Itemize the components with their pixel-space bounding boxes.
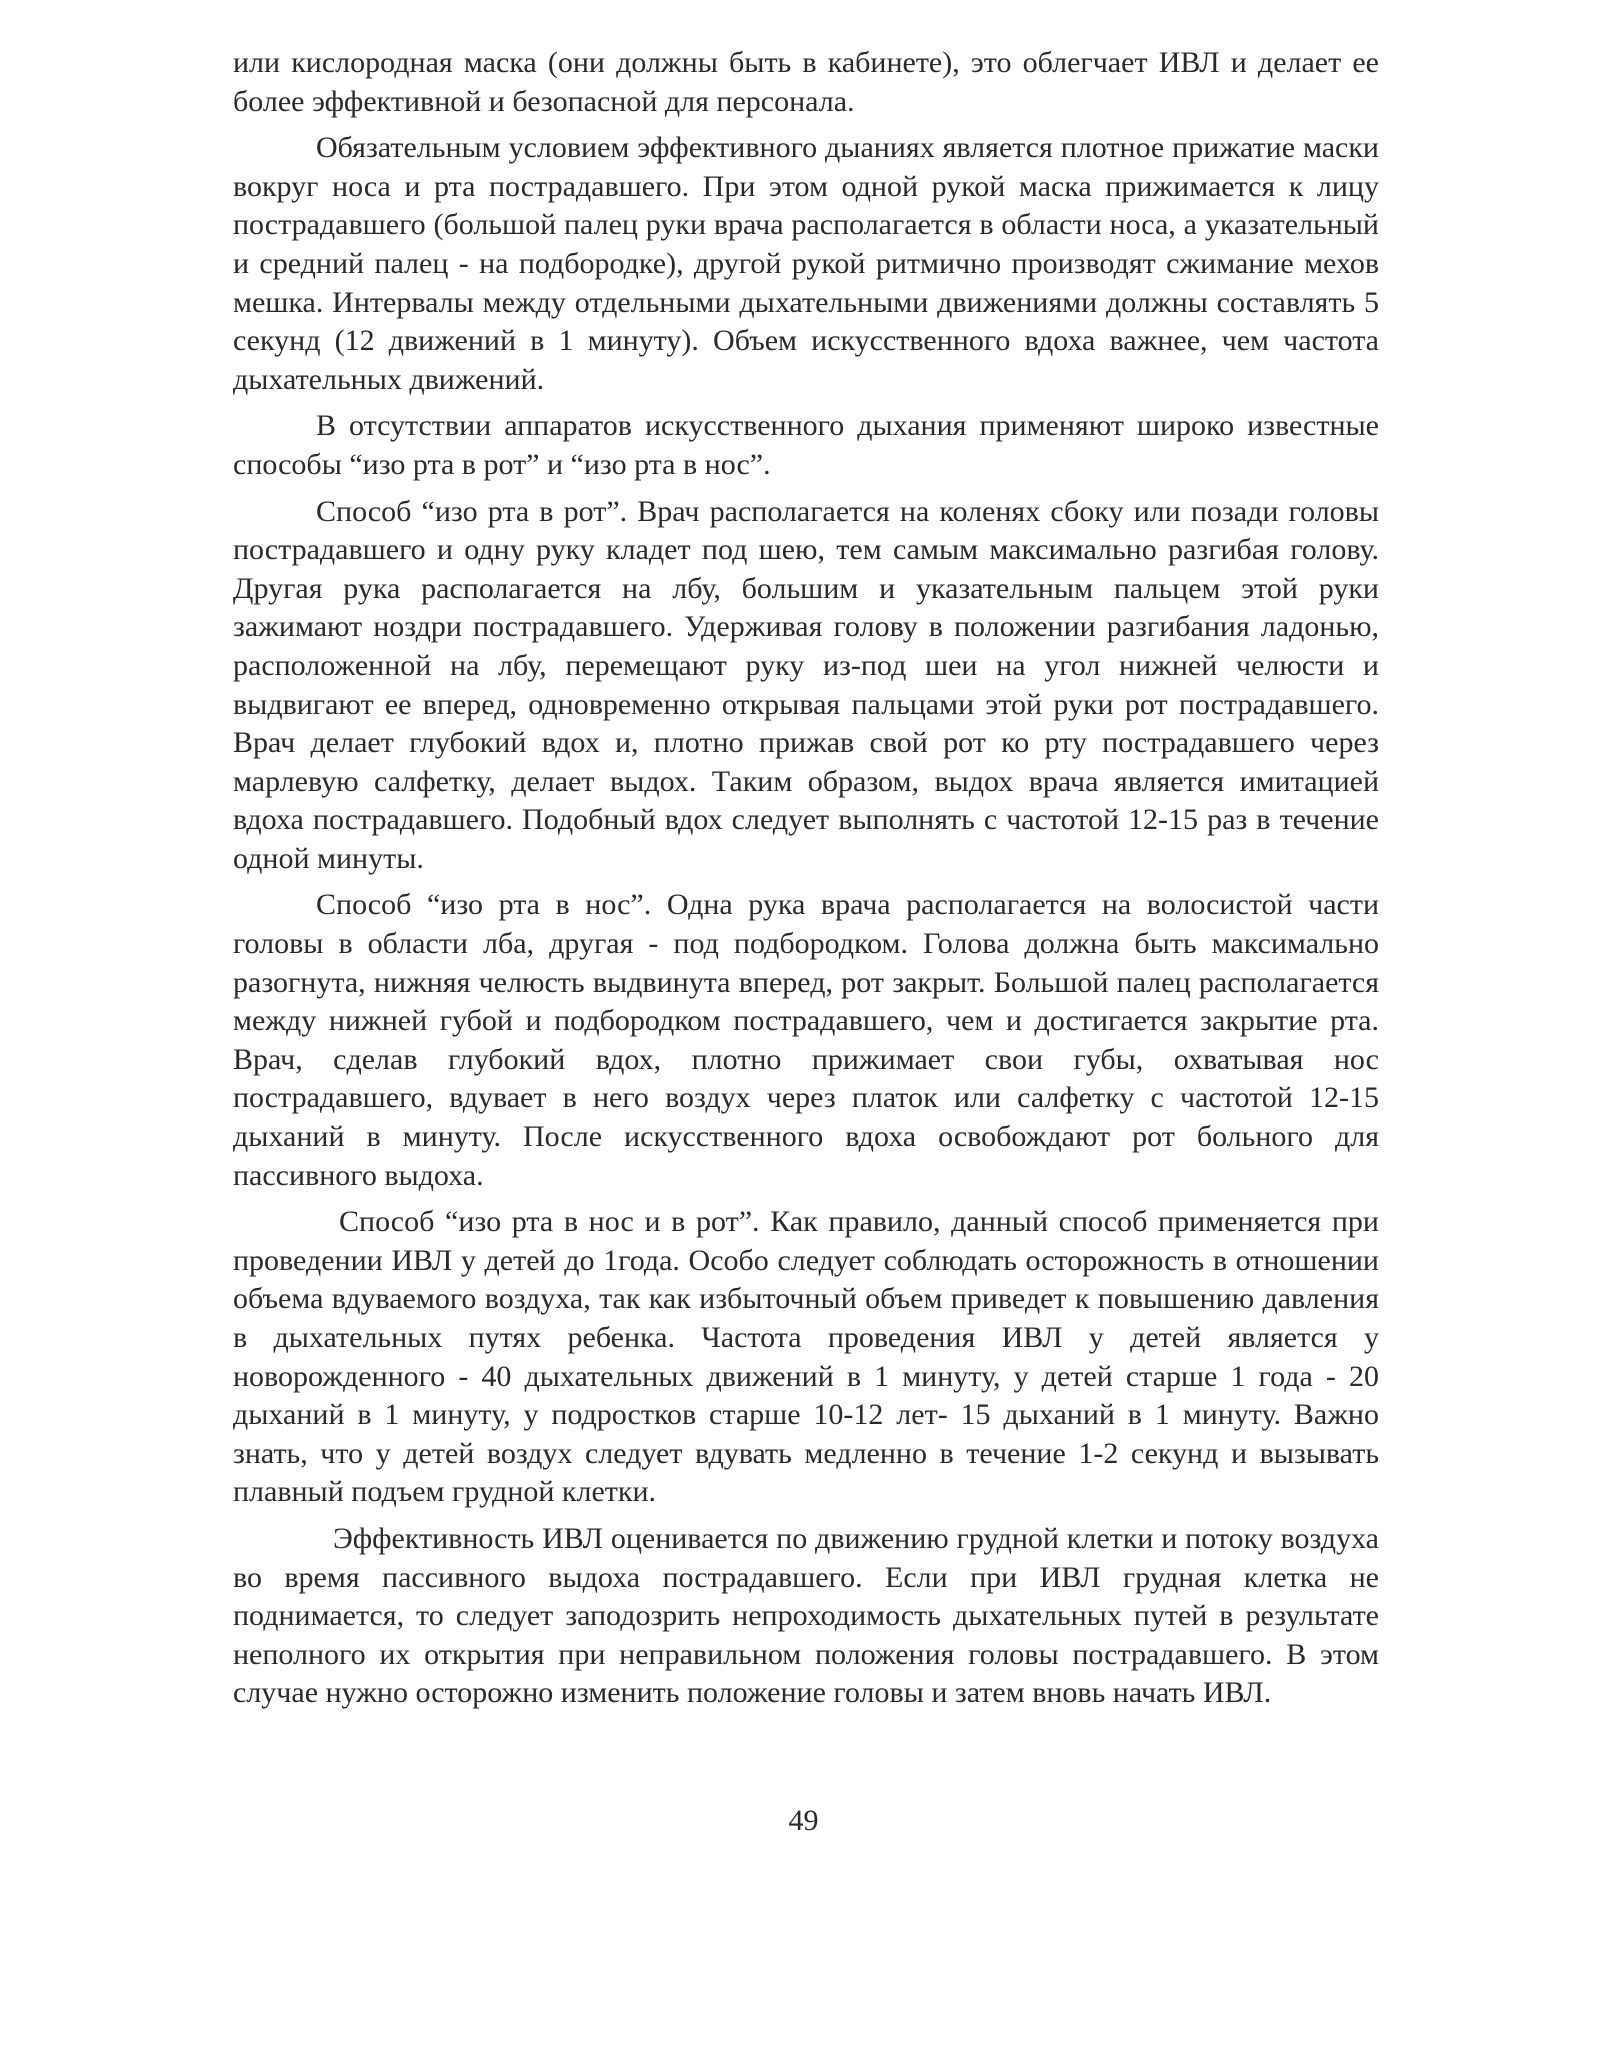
paragraph-2: Обязательным условием эффективного дыаниях является плотное прижатие маски вокруг носа и рта пострадавшего. При этом одной рукой маска прижимается к лицу пострадавшего (большой палец руки врача располагается в области носа, а указательный и средний палец - на подбородке), другой рукой ритмично производят сжимание мехов мешка. Интервалы между отдельными дыхательными движениями должны составлять 5 секунд (12 движений в 1 минуту). Объем искусственного вдоха важнее, чем частота дыхательных движений.: [233, 131, 1379, 396]
paragraph-5: Способ “изо рта в нос”. Одна рука врача располагается на волосистой части головы в области лба, другая - под подбородком. Голова должна быть максимально разогнута, нижняя челюсть выдвинута вперед, рот закрыт. Большой палец располагается между нижней губой и подбородком пострадавшего, чем и достигается закрытие рта. Врач, сделав глубокий вдох, плотно прижимает свои губы, охватывая нос пострадавшего, вдувает в него воздух через платок или салфетку с частотой 12-15 дыханий в минуту. После искусственного вдоха освобождают рот больного для пассивного выдоха.: [233, 888, 1379, 1192]
page-body: [233, 44, 1379, 1721]
paragraph-1: или кислородная маска (они должны быть в кабинете), это облегчает ИВЛ и делает ее более эффективной и безопасной для персонала.: [233, 46, 1379, 118]
paragraph-4: Способ “изо рта в рот”. Врач располагается на коленях сбоку или позади головы пострадавшего и одну руку кладет под шею, тем самым максимально разгибая голову. Другая рука располагается на лбу, большим и указательным пальцем этой руки зажимают ноздри пострадавшего. Удерживая голову в положении разгибания ладонью, расположенной на лбу, перемещают руку из-под шеи на угол нижней челюсти и выдвигают ее вперед, одновременно открывая пальцами этой руки рот пострадавшего. Врач делает глубокий вдох и, плотно прижав свой рот ко рту пострадавшего через марлевую салфетку, делает выдох. Таким образом, выдох врача является имитацией вдоха пострадавшего. Подобный вдох следует выполнять с частотой 12-15 раз в течение одной минуты.: [233, 494, 1379, 875]
paragraph-6: Способ “изо рта в нос и в рот”. Как правило, данный способ применяется при проведении ИВЛ у детей до 1года. Особо следует соблюдать осторожность в отношении объема вдуваемого воздуха, так как избыточный объем приведет к повышению давления в дыхательных путях ребенка. Частота проведения ИВЛ у детей является у новорожденного - 40 дыхательных движений в 1 минуту, у детей старше 1 года - 20 дыханий в 1 минуту, у подростков старше 10-12 лет- 15 дыханий в 1 минуту. Важно знать, что у детей воздух следует вдувать медленно в течение 1-2 секунд и вызывать плавный подъем грудной клетки.: [233, 1205, 1379, 1509]
paragraph-7: Эффективность ИВЛ оценивается по движению грудной клетки и потоку воздуха во время пассивного выдоха пострадавшего. Если при ИВЛ грудная клетка не поднимается, то следует заподозрить непроходимость дыхательных путей в результате неполного их открытия при неправильном положения головы пострадавшего. В этом случае нужно осторожно изменить положение головы и затем вновь начать ИВЛ.: [233, 1521, 1379, 1710]
page-number: 49: [788, 1804, 819, 1837]
paragraph-3: В отсутствии аппаратов искусственного дыхания применяют широко известные способы “изо рта в рот” и “изо рта в нос”.: [233, 409, 1379, 481]
